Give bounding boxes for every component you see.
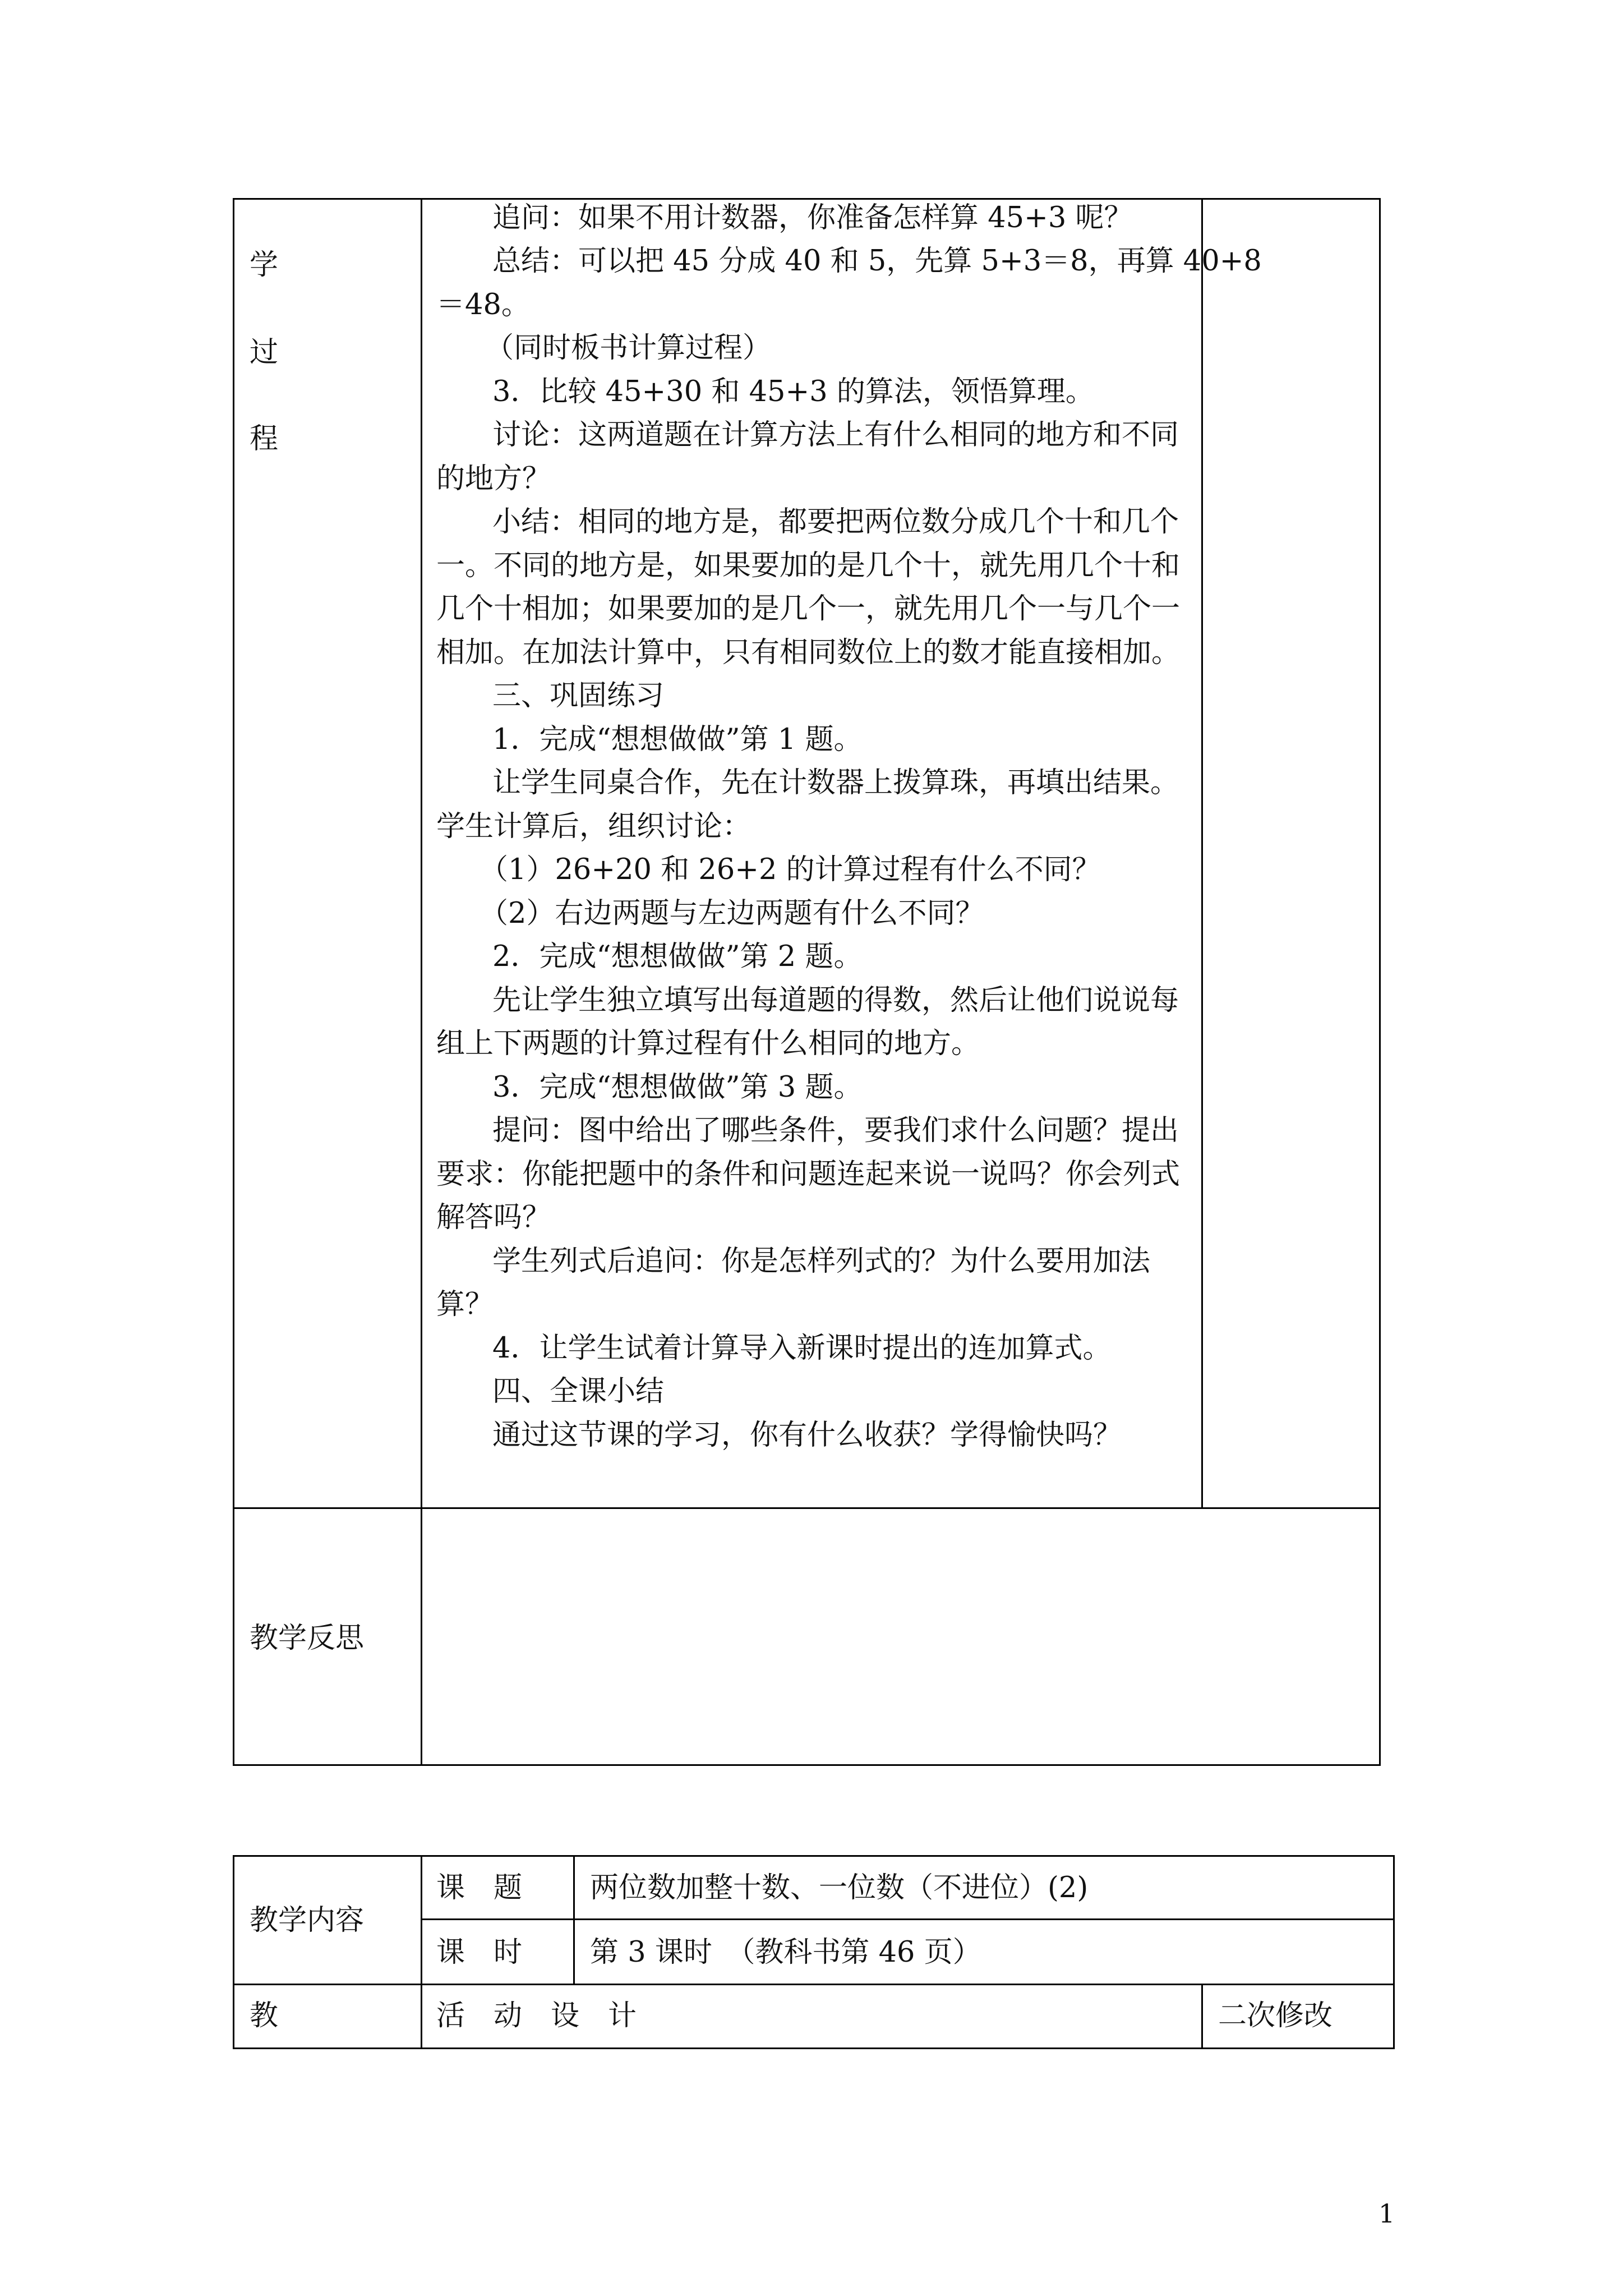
process-line: 相加。在加法计算中，只有相同数位上的数才能直接相加。 bbox=[436, 636, 1181, 669]
side-label-char: 过 bbox=[250, 336, 279, 369]
process-line: 几个十相加；如果要加的是几个一，就先用几个一与几个一 bbox=[436, 592, 1181, 625]
process-line: 先让学生独立填写出每道题的得数，然后让他们说说每 bbox=[492, 984, 1179, 1017]
process-line: 4．让学生试着计算导入新课时提出的连加算式。 bbox=[492, 1332, 1112, 1365]
teach-label: 教 bbox=[250, 1999, 279, 2032]
process-line: 算？ bbox=[436, 1288, 494, 1321]
side-label-char: 学 bbox=[250, 249, 279, 282]
process-line: 三、巩固练习 bbox=[492, 679, 665, 712]
process-line: 3．比较 45+30 和 45+3 的算法，领悟算理。 bbox=[492, 375, 1094, 408]
process-line: 提问：图中给出了哪些条件，要我们求什么问题？提出 bbox=[492, 1114, 1179, 1147]
process-line: 要求：你能把题中的条件和问题连起来说一说吗？你会列式 bbox=[436, 1158, 1181, 1191]
process-line: 3．完成“想想做做”第 3 题。 bbox=[492, 1071, 863, 1104]
process-line: 让学生同桌合作，先在计数器上拨算珠，再填出结果。 bbox=[492, 766, 1179, 799]
process-line: （同时板书计算过程） bbox=[485, 332, 772, 365]
process-line: （1）26+20 和 26+2 的计算过程有什么不同？ bbox=[479, 853, 1101, 886]
side-label-char: 程 bbox=[250, 422, 279, 455]
process-line: 追问：如果不用计数器，你准备怎样算 45+3 呢？ bbox=[492, 201, 1133, 234]
process-line: 一。不同的地方是，如果要加的是几个十，就先用几个十和 bbox=[436, 549, 1181, 582]
topic-label: 课 题 bbox=[436, 1871, 523, 1904]
revision-label: 二次修改 bbox=[1218, 1999, 1333, 2032]
process-line: 四、全课小结 bbox=[492, 1375, 665, 1408]
process-line: 学生计算后，组织讨论： bbox=[436, 810, 751, 843]
period-label: 课 时 bbox=[436, 1936, 523, 1969]
process-line: 通过这节课的学习，你有什么收获？学得愉快吗？ bbox=[492, 1419, 1122, 1452]
process-line: 2．完成“想想做做”第 2 题。 bbox=[492, 940, 863, 973]
process-line: 解答吗？ bbox=[436, 1201, 551, 1234]
process-line: 小结：相同的地方是，都要把两位数分成几个十和几个 bbox=[492, 505, 1179, 539]
page-number: 1 bbox=[1378, 2198, 1395, 2229]
process-line: 的地方？ bbox=[436, 462, 551, 495]
activity-label: 活 动 设 计 bbox=[436, 1999, 637, 2032]
process-line: ＝48。 bbox=[436, 288, 530, 321]
process-line: 组上下两题的计算过程有什么相同的地方。 bbox=[436, 1027, 980, 1060]
process-line: 学生列式后追问：你是怎样列式的？为什么要用加法 bbox=[492, 1245, 1151, 1278]
process-line: 1．完成“想想做做”第 1 题。 bbox=[492, 723, 863, 756]
reflection-label: 教学反思 bbox=[250, 1622, 365, 1655]
topic-value: 两位数加整十数、一位数（不进位）(2) bbox=[590, 1871, 1089, 1904]
period-value: 第 3 课时 （教科书第 46 页） bbox=[590, 1936, 981, 1969]
process-line: 讨论：这两道题在计算方法上有什么相同的地方和不同 bbox=[492, 418, 1179, 452]
process-line: 总结：可以把 45 分成 40 和 5，先算 5+3＝8，再算 40+8 bbox=[492, 245, 1262, 278]
content-label: 教学内容 bbox=[250, 1904, 365, 1937]
process-line: （2）右边两题与左边两题有什么不同？ bbox=[479, 897, 984, 930]
